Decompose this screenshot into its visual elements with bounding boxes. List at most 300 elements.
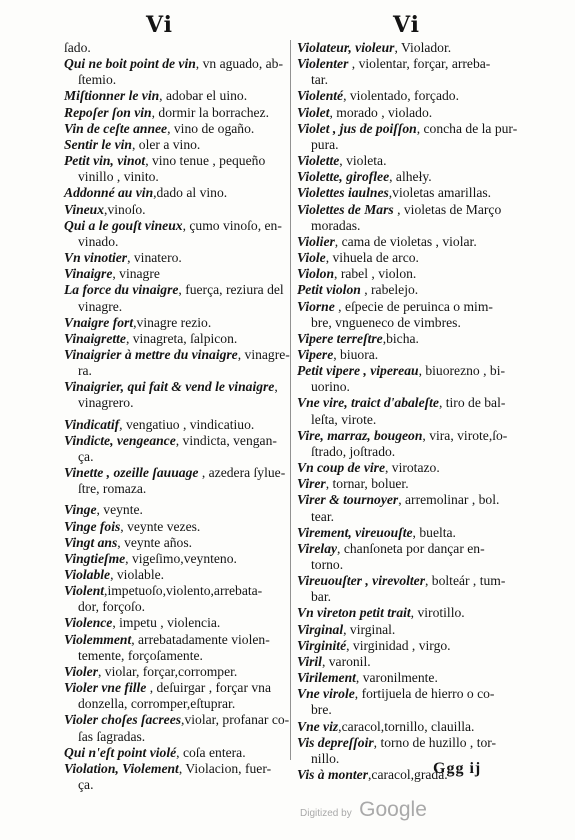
entry-definition: , morado , violado. [329, 104, 433, 120]
entry-line [297, 299, 493, 314]
entry-line [297, 88, 459, 103]
dictionary-entry [64, 266, 290, 282]
entry-headword: Vn vinotier [64, 250, 128, 266]
entry-continuation: bre. [311, 702, 332, 718]
entry-continuation: nillo. [311, 750, 340, 766]
entry-definition: , vinatero. [127, 250, 182, 266]
entry-line [297, 250, 419, 265]
entry-headword: Violation, Violement [64, 760, 179, 776]
entry-continuation: temente, forçoſamente. [78, 647, 203, 663]
entry-headword: Viole [297, 250, 326, 266]
entry-continuation: uorino. [311, 379, 350, 395]
entry-definition: , virginal. [343, 621, 396, 637]
dictionary-entry [297, 670, 537, 686]
entry-definition: , cama de violetas , violar. [334, 233, 477, 249]
entry-headword: La force du vinaigre [64, 282, 179, 298]
entry-line [64, 105, 269, 120]
dictionary-entry [64, 185, 290, 201]
entry-headword: Vire, marraz, bougeon [297, 427, 423, 443]
dictionary-entry [297, 234, 537, 250]
entry-line [64, 185, 227, 200]
entry-definition: , eſpecie de peruinca o mim- [334, 298, 493, 314]
entry-headword: Vne vire, traict d'abaleſte [297, 395, 439, 411]
entry-headword: Vn vireton petit trait [297, 605, 411, 621]
entry-line [64, 137, 200, 152]
entry-definition: , chanſoneta por dançar en- [337, 540, 485, 556]
watermark-logo-text: Google [359, 798, 427, 821]
entry-headword: Repoſer ſon vin [64, 104, 152, 120]
dictionary-entry [64, 379, 290, 411]
entry-line [297, 428, 507, 443]
entry-continuation: ſtre, romaza. [78, 481, 147, 497]
entry-definition: , rabel , violon. [334, 266, 417, 282]
entry-line [297, 638, 451, 653]
entry-continuation: dor, forçoſo. [78, 599, 146, 615]
entry-headword: Violemment [64, 631, 132, 647]
entry-headword: Vindicatif [64, 416, 120, 432]
dictionary-entry [297, 686, 537, 718]
entry-headword: Vnaigre fort [64, 314, 134, 330]
entry-line [64, 502, 143, 517]
entry-definition: , veynte vezes. [120, 518, 201, 534]
entry-headword: Violier [297, 233, 335, 249]
entry-line [297, 282, 418, 297]
entry-definition: , violeta. [339, 153, 387, 169]
entry-line [297, 622, 395, 637]
entry-definition: , virotillo. [410, 605, 465, 621]
entry-headword: Violenter [297, 56, 349, 72]
dictionary-entry [64, 583, 290, 615]
entry-headword: Virilement [297, 670, 356, 686]
entry-headword: Miſtionner le vin [64, 88, 160, 104]
entry-definition: ,caracol,grada. [368, 767, 448, 783]
dictionary-entry [64, 567, 290, 583]
entry-definition: , impetu , violencia. [112, 615, 221, 631]
entry-headword: Addonné au vin [64, 185, 154, 201]
entry-line [297, 654, 371, 669]
entry-definition: , tiro de bal- [438, 395, 506, 411]
dictionary-entry [297, 460, 537, 476]
entry-continuation: leſta, virote. [311, 411, 377, 427]
dictionary-entry [297, 541, 537, 573]
entry-definition: , fuerça, reziura del [178, 282, 284, 298]
dictionary-entry [64, 40, 290, 56]
entry-line [64, 315, 211, 330]
dictionary-entry [64, 202, 290, 218]
entry-headword: Vis depreſſoir [297, 734, 374, 750]
entry-line [64, 347, 290, 362]
dictionary-entry [64, 680, 290, 712]
running-header-right: Vi [393, 12, 421, 38]
dictionary-entry [64, 551, 290, 567]
dictionary-entry [64, 433, 290, 465]
entry-headword: Petit vipere , vipereau [297, 363, 419, 379]
entry-headword: Qui a le gouſt vineux [64, 217, 183, 233]
entry-headword: Violette [297, 153, 340, 169]
dictionary-entry [64, 417, 290, 433]
dictionary-entry [64, 137, 290, 153]
entry-headword: Virginal [297, 621, 344, 637]
entry-headword: Vingt ans [64, 534, 118, 550]
entry-headword: Vinaigrette [64, 330, 126, 346]
entry-definition: , varonil. [321, 653, 371, 669]
entry-continuation: ſtrado, joſtrado. [311, 443, 396, 459]
entry-line [64, 56, 283, 71]
entry-line [64, 664, 237, 679]
dictionary-entry [297, 121, 537, 153]
entry-continuation: ſtemio. [78, 72, 117, 88]
entry-definition: , tornar, boluer. [325, 476, 409, 492]
entry-continuation: vinado. [78, 233, 119, 249]
entry-definition: , varonilmente. [355, 670, 438, 686]
entry-definition: , vira, virote,ſo- [422, 427, 508, 443]
entry-continuation: tar. [311, 72, 328, 88]
entry-definition: , torno de huzillo , tor- [373, 734, 497, 750]
dictionary-entry [297, 185, 537, 201]
digitized-watermark [300, 798, 427, 822]
entry-definition: , vinagreta, ſalpicon. [125, 330, 238, 346]
entry-continuation: donzella, corromper,eſtuprar. [78, 696, 236, 712]
entry-line [64, 40, 91, 55]
entry-line [297, 266, 416, 281]
watermark-small-text: Digitized by [300, 808, 352, 819]
entry-headword: Petit vin, vinot [64, 153, 146, 169]
dictionary-entry [64, 153, 290, 185]
entry-line [297, 234, 477, 249]
dictionary-entry [64, 519, 290, 535]
entry-line [64, 712, 289, 727]
dictionary-entry [64, 712, 290, 744]
entry-continuation: vinagre. [78, 298, 123, 314]
entry-headword: Virer & tournoyer [297, 492, 399, 508]
entry-line [297, 492, 499, 507]
entry-headword: Virer [297, 476, 326, 492]
dictionary-entry [297, 476, 537, 492]
entry-definition: , deſuirgar , forçar vna [146, 680, 271, 696]
entry-line [64, 202, 146, 217]
dictionary-entry [64, 315, 290, 331]
entry-line [297, 105, 432, 120]
entry-definition: ,dado al vino. [153, 185, 228, 201]
dictionary-entry [297, 767, 537, 783]
entry-headword: Vis à monter [297, 767, 369, 783]
entry-headword: Virginité [297, 637, 347, 653]
entry-line [64, 632, 270, 647]
entry-line [297, 121, 517, 136]
entry-line [297, 541, 485, 556]
entry-line [64, 153, 265, 168]
entry-definition: , alheły. [389, 169, 432, 185]
entry-definition: , dormir la borrachez. [151, 104, 269, 120]
entry-headword: Vipere [297, 346, 334, 362]
entry-headword: Vireuouſter , virevolter [297, 573, 425, 589]
entry-line [64, 266, 160, 281]
entry-definition: , arremolinar , bol. [398, 492, 500, 508]
dictionary-entry [297, 347, 537, 363]
entry-headword: Vne viz [297, 718, 339, 734]
entry-headword: Vindicte, vengeance [64, 432, 176, 448]
dictionary-entry [297, 654, 537, 670]
entry-line [297, 56, 490, 71]
entry-headword: Violette, giroflee [297, 169, 390, 185]
entry-continuation: tear. [311, 508, 335, 524]
entry-headword: Vinge [64, 502, 97, 518]
entry-headword: Vipere terreſtre [297, 330, 383, 346]
dictionary-entry [64, 331, 290, 347]
dictionary-entry [297, 169, 537, 185]
dictionary-entry [297, 105, 537, 121]
entry-headword: Violet [297, 104, 330, 120]
entry-continuation: ça. [78, 448, 94, 464]
entry-headword: Vinge fois [64, 518, 121, 534]
entry-definition: , vindicta, vengan- [175, 432, 277, 448]
entry-definition: , buelta. [412, 524, 456, 540]
dictionary-entry [297, 40, 537, 56]
entry-definition: , vinagre- [237, 346, 290, 362]
entry-definition: , vihuela de arco. [325, 250, 419, 266]
entry-line [297, 719, 474, 734]
dictionary-entry [64, 615, 290, 631]
entry-line [297, 605, 465, 620]
entry-line [297, 331, 419, 346]
entry-continuation: ſas ſagradas. [78, 728, 146, 744]
dictionary-entry [297, 282, 537, 298]
entry-definition: , vino tenue , pequeño [145, 153, 266, 169]
entry-line [64, 761, 271, 776]
dictionary-entry [297, 622, 537, 638]
dictionary-entry [64, 632, 290, 664]
entry-continuation: ra. [78, 363, 92, 379]
dictionary-entry [64, 745, 290, 761]
entry-definition: , azedera ſylue- [198, 465, 286, 481]
right-column [297, 40, 537, 783]
dictionary-entry [64, 88, 290, 104]
entry-continuation: bar. [311, 589, 332, 605]
entry-line [297, 670, 438, 685]
dictionary-entry [297, 56, 537, 88]
entry-continuation: vinillo , vinito. [78, 169, 159, 185]
entry-headword: Qui n'eſt point violé [64, 744, 177, 760]
entry-line [297, 395, 505, 410]
entry-headword: Violer vne fille [64, 680, 147, 696]
entry-definition: , violar, forçar,corromper. [98, 663, 238, 679]
entry-line [64, 551, 237, 566]
entry-definition: , violentar, forçar, arreba- [348, 56, 491, 72]
dictionary-entry [297, 202, 537, 234]
dictionary-entry [297, 573, 537, 605]
entry-line [64, 433, 277, 448]
dictionary-entry [64, 282, 290, 314]
entry-line [297, 460, 440, 475]
entry-line [64, 282, 284, 297]
entry-headword: Violon [297, 266, 335, 282]
left-column [64, 40, 290, 793]
entry-definition: , virginidad , virgo. [346, 637, 451, 653]
entry-definition: , coſa entera. [176, 744, 246, 760]
dictionary-entry [64, 218, 290, 250]
entry-continuation: pura. [311, 136, 339, 152]
entry-line [297, 767, 448, 782]
entry-definition: ,bicha. [382, 330, 419, 346]
entry-headword: Violable [64, 567, 111, 582]
dictionary-entry [297, 719, 537, 735]
dictionary-entry [297, 299, 537, 331]
entry-definition: , vino de ogaño. [167, 120, 255, 136]
entry-definition: , biuorezno , bi- [418, 363, 506, 379]
entry-line [64, 218, 282, 233]
entry-headword: Violent [64, 583, 105, 599]
entry-definition: , biuora. [333, 346, 379, 362]
entry-definition: , rabelejo. [360, 282, 419, 298]
entry-line [297, 363, 505, 378]
entry-definition: , fortijuela de hierro o co- [354, 686, 495, 702]
entry-headword: Violence [64, 615, 113, 631]
dictionary-entry [64, 502, 290, 518]
entry-headword: Violet , jus de poiſſon [297, 120, 417, 136]
dictionary-entry [64, 250, 290, 266]
entry-headword: Vinaigre [64, 266, 113, 282]
entry-headword: Violettes de Mars [297, 201, 394, 217]
dictionary-entry [297, 88, 537, 104]
entry-headword: Violateur, violeur [297, 40, 395, 55]
entry-continuation: moradas. [311, 217, 361, 233]
entry-line [297, 202, 501, 217]
entry-line [64, 567, 164, 582]
entry-headword: Petit violon [297, 282, 361, 298]
entry-line [64, 379, 278, 394]
entry-line [64, 331, 237, 346]
entry-headword: Viril [297, 653, 322, 669]
entry-definition: , vengatiuo , vindicatiuo. [119, 416, 255, 432]
signature-mark: Ggg ij [433, 760, 482, 777]
entry-line [297, 185, 491, 200]
column-rule [290, 40, 291, 760]
entry-definition: ,violar, profanar co- [181, 712, 290, 728]
entry-headword: Virement, vireuouſte [297, 524, 413, 540]
dictionary-entry [297, 525, 537, 541]
entry-line [297, 686, 494, 701]
entry-definition: , violentado, forçado. [343, 88, 459, 104]
entry-headword: Vinette , ozeille ſauuage [64, 465, 199, 481]
entry-definition: ,caracol,tornillo, clauilla. [338, 718, 475, 734]
entry-headword: Violer choſes ſacrees [64, 712, 182, 728]
entry-continuation: torno. [311, 557, 344, 572]
entry-line [64, 535, 192, 550]
entry-line [297, 40, 451, 55]
dictionary-entry [64, 664, 290, 680]
entry-headword: Vinaigrier, qui fait & vend le vinaigre [64, 379, 275, 395]
dictionary-entry [64, 105, 290, 121]
dictionary-entry [297, 735, 537, 767]
dictionary-entry [297, 331, 537, 347]
dictionary-entry [64, 535, 290, 551]
entry-line [64, 88, 247, 103]
entry-definition: , veynte. [96, 502, 143, 518]
entry-line [297, 735, 496, 750]
entry-line [64, 519, 200, 534]
entry-headword: Vingtieſme [64, 550, 126, 566]
entry-definition: ,vinoſo. [104, 201, 146, 217]
entry-headword: Vineux [64, 201, 105, 217]
running-header-left: Vi [146, 12, 174, 38]
entry-line [64, 121, 254, 136]
dictionary-entry [297, 153, 537, 169]
entry-definition: , vinagre [112, 266, 160, 282]
entry-definition: , bolteár , tum- [425, 573, 506, 589]
entry-line [64, 615, 220, 630]
entry-line [64, 465, 285, 480]
entry-definition: ſado. [64, 40, 91, 55]
entry-continuation: bre, vngueneco de vimbres. [311, 314, 461, 330]
dictionary-entry [297, 638, 537, 654]
entry-definition: , [274, 379, 278, 395]
entry-headword: Violer [64, 663, 98, 679]
entry-definition: , vn aguado, ab- [195, 56, 283, 72]
dictionary-entry [64, 465, 290, 497]
entry-definition: , Violador. [394, 40, 452, 55]
entry-headword: Vne virole [297, 686, 355, 702]
dictionary-entry [297, 605, 537, 621]
entry-headword: Vinaigrier à mettre du vinaigre [64, 346, 238, 362]
entry-definition: , adobar el uino. [159, 88, 248, 104]
entry-headword: Violenté [297, 88, 344, 104]
entry-line [64, 583, 262, 598]
dictionary-entry [297, 363, 537, 395]
entry-definition: , arrebatadamente violen- [131, 631, 270, 647]
entry-line [64, 680, 271, 695]
dictionary-entry [64, 121, 290, 137]
dictionary-entry [297, 266, 537, 282]
entry-definition: , çumo vinoſo, en- [182, 217, 282, 233]
entry-line [64, 745, 246, 760]
entry-continuation: ça. [78, 777, 94, 793]
dictionary-entry [297, 250, 537, 266]
entry-line [297, 476, 409, 491]
entry-headword: Viorne [297, 298, 335, 314]
dictionary-entry [297, 428, 537, 460]
entry-line [297, 525, 456, 540]
entry-definition: , veynte años. [117, 534, 193, 550]
entry-definition: , Violacion, fuer- [178, 760, 272, 776]
entry-definition: ,vinagre rezio. [133, 314, 212, 330]
entry-line [64, 417, 254, 432]
entry-headword: Virelay [297, 540, 338, 556]
entry-definition: , vigeſimo,veynteno. [125, 550, 237, 566]
dictionary-entry [64, 56, 290, 88]
entry-definition: ,violetas amarillas. [388, 185, 492, 201]
entry-headword: Sentir le vin [64, 136, 132, 152]
dictionary-entry [64, 761, 290, 793]
entry-line [297, 169, 432, 184]
entry-line [297, 347, 378, 362]
dictionary-entry [297, 395, 537, 427]
entry-headword: Vn coup de vire [297, 460, 385, 476]
entry-definition: , oler a vino. [131, 136, 201, 152]
entry-line [297, 153, 386, 168]
entry-line [297, 573, 505, 588]
entry-definition: , violetas de Março [393, 201, 502, 217]
entry-headword: Qui ne boit point de vin [64, 56, 196, 72]
dictionary-entry [64, 347, 290, 379]
entry-line [64, 250, 182, 265]
dictionary-entry [297, 492, 537, 524]
entry-headword: Vin de ceſte annee [64, 120, 168, 136]
entry-definition: ,impetuoſo,violento,arrebata- [104, 583, 263, 599]
entry-headword: Violettes iaulnes [297, 185, 389, 201]
entry-definition: , violable. [110, 567, 165, 582]
entry-definition: , concha de la pur- [416, 120, 518, 136]
entry-definition: , virotazo. [384, 460, 440, 476]
